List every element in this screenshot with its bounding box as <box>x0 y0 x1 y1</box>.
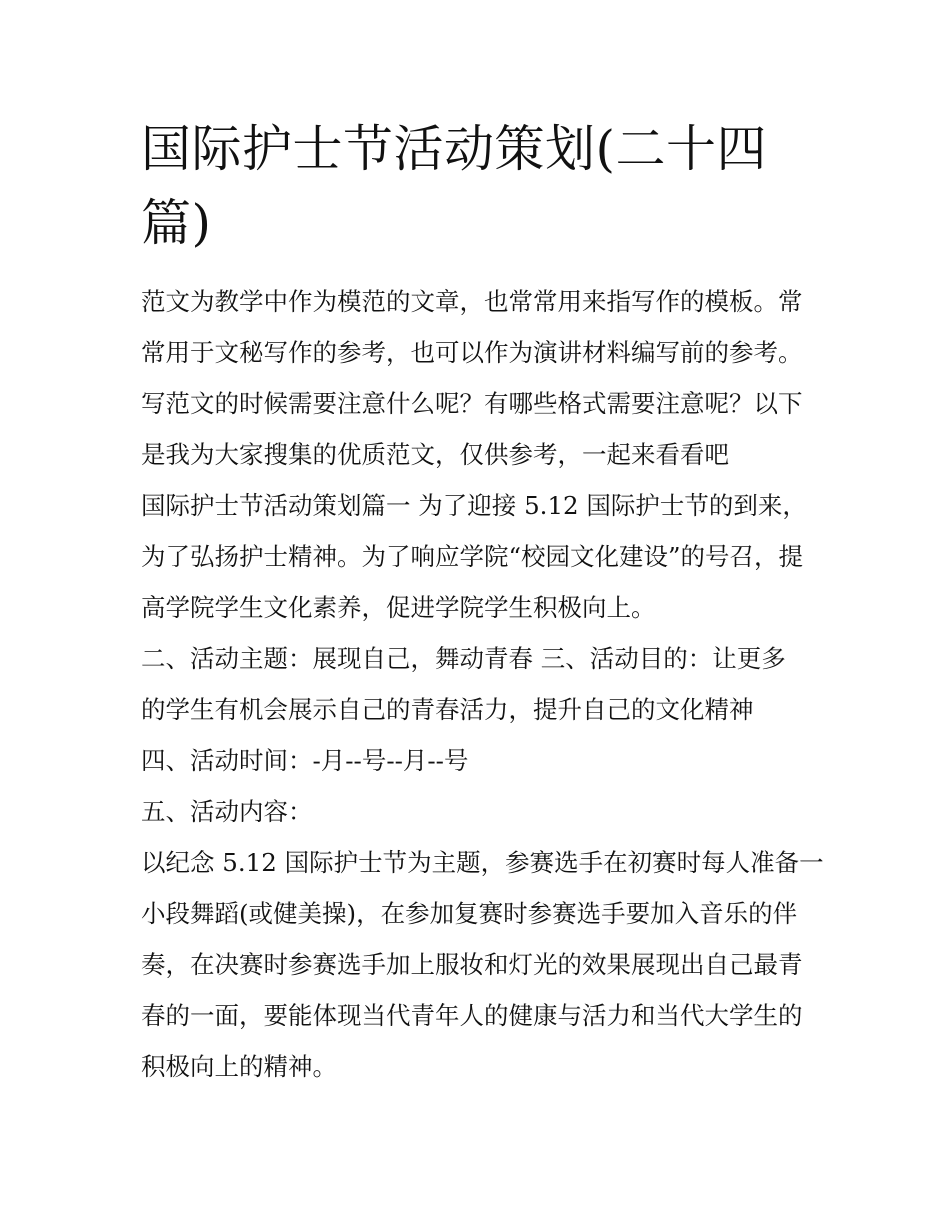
body-line: 二、活动主题：展现自己，舞动青春 三、活动目的：让更多 <box>141 644 786 673</box>
body-line: 的学生有机会展示自己的青春活力，提升自己的文化精神 <box>141 695 754 724</box>
body-line: 小段舞蹈(或健美操)，在参加复赛时参赛选手要加入音乐的伴 <box>141 899 798 928</box>
body-line: 常用于文秘写作的参考，也可以作为演讲材料编写前的参考。 <box>141 338 803 367</box>
body-line: 范文为教学中作为模范的文章，也常常用来指写作的模板。常 <box>141 287 803 316</box>
body-line: 高学院学生文化素养，促进学院学生积极向上。 <box>141 593 656 622</box>
document-title <box>141 112 821 260</box>
body-line: 奏，在决赛时参赛选手加上服妆和灯光的效果展现出自己最青 <box>141 950 803 979</box>
title-line-1: 国际护士节活动策划(二十四 <box>141 120 768 178</box>
body-line: 为了弘扬护士精神。为了响应学院“校园文化建设”的号召，提 <box>141 542 804 571</box>
body-line: 积极向上的精神。 <box>141 1052 337 1081</box>
title-line-2: 篇) <box>141 194 212 252</box>
document-body <box>141 276 824 1092</box>
body-line: 以纪念 5.12 国际护士节为主题，参赛选手在初赛时每人准备一 <box>141 848 824 877</box>
body-line: 是我为大家搜集的优质范文，仅供参考，一起来看看吧 <box>141 440 729 469</box>
body-line: 春的一面，要能体现当代青年人的健康与活力和当代大学生的 <box>141 1001 803 1030</box>
body-line: 四、活动时间：-月--号--月--号 <box>141 746 469 775</box>
body-line: 五、活动内容： <box>141 797 313 826</box>
body-line: 写范文的时候需要注意什么呢？有哪些格式需要注意呢？以下 <box>141 389 803 418</box>
body-line: 国际护士节活动策划篇一 为了迎接 5.12 国际护士节的到来， <box>141 491 807 520</box>
